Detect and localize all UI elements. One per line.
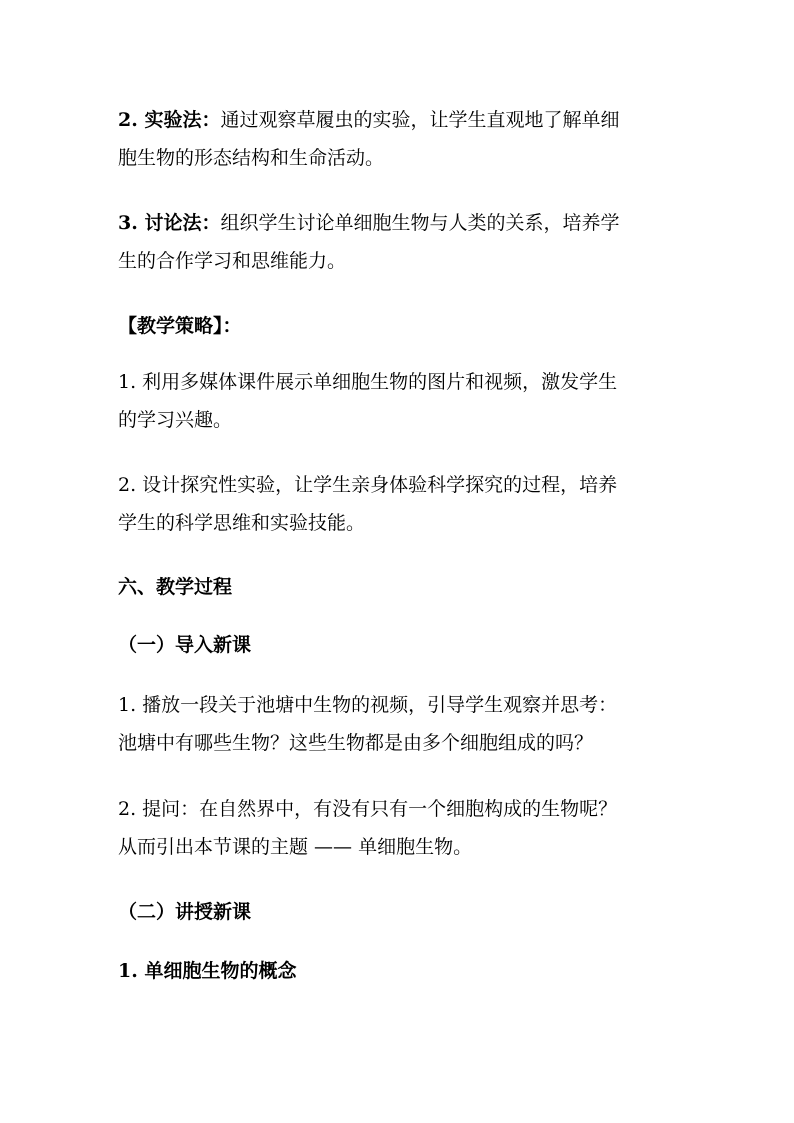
- heading-concept: 1. 单细胞生物的概念: [118, 960, 297, 982]
- method-experiment-text-2: 胞生物的形态结构和生命活动。: [118, 147, 385, 169]
- intro-item-2: [118, 790, 688, 866]
- method-discussion-line-1: [118, 204, 688, 242]
- intro-item-1-line-1: 1. 播放一段关于池塘中生物的视频，引导学生观察并思考：: [118, 694, 618, 716]
- method-experiment: [118, 101, 688, 177]
- heading-introduction: （一）导入新课: [118, 634, 252, 656]
- intro-item-1-line-2: 池塘中有哪些生物？这些生物都是由多个细胞组成的吗？: [118, 732, 594, 754]
- method-experiment-text-1: 通过观察草履虫的实验，让学生直观地了解单细: [220, 109, 620, 131]
- heading-teaching-strategy: 【教学策略】：: [118, 315, 242, 337]
- intro-item-2-line-1: 2. 提问：在自然界中，有没有只有一个细胞构成的生物呢？: [118, 798, 618, 820]
- method-experiment-line-1: [118, 101, 688, 139]
- strategy-item-2: [118, 466, 688, 542]
- heading-new-lesson: （二）讲授新课: [118, 901, 252, 923]
- strategy-item-2-line-1: 2. 设计探究性实验，让学生亲身体验科学探究的过程，培养: [118, 474, 618, 496]
- method-experiment-label: 2. 实验法：: [118, 109, 221, 131]
- method-discussion: [118, 204, 688, 280]
- intro-item-1: [118, 686, 688, 762]
- method-discussion-text-2: 生的合作学习和思维能力。: [118, 250, 347, 272]
- strategy-item-1-line-2: 的学习兴趣。: [118, 409, 233, 431]
- method-discussion-label: 3. 讨论法：: [118, 212, 221, 234]
- strategy-item-1: [118, 363, 688, 439]
- heading-teaching-process: 六、教学过程: [118, 576, 233, 598]
- intro-item-2-line-2: 从而引出本节课的主题 —— 单细胞生物。: [118, 836, 473, 858]
- strategy-item-1-line-1: 1. 利用多媒体课件展示单细胞生物的图片和视频，激发学生: [118, 371, 618, 393]
- strategy-item-2-line-2: 学生的科学思维和实验技能。: [118, 512, 366, 534]
- method-discussion-text-1: 组织学生讨论单细胞生物与人类的关系，培养学: [220, 212, 620, 234]
